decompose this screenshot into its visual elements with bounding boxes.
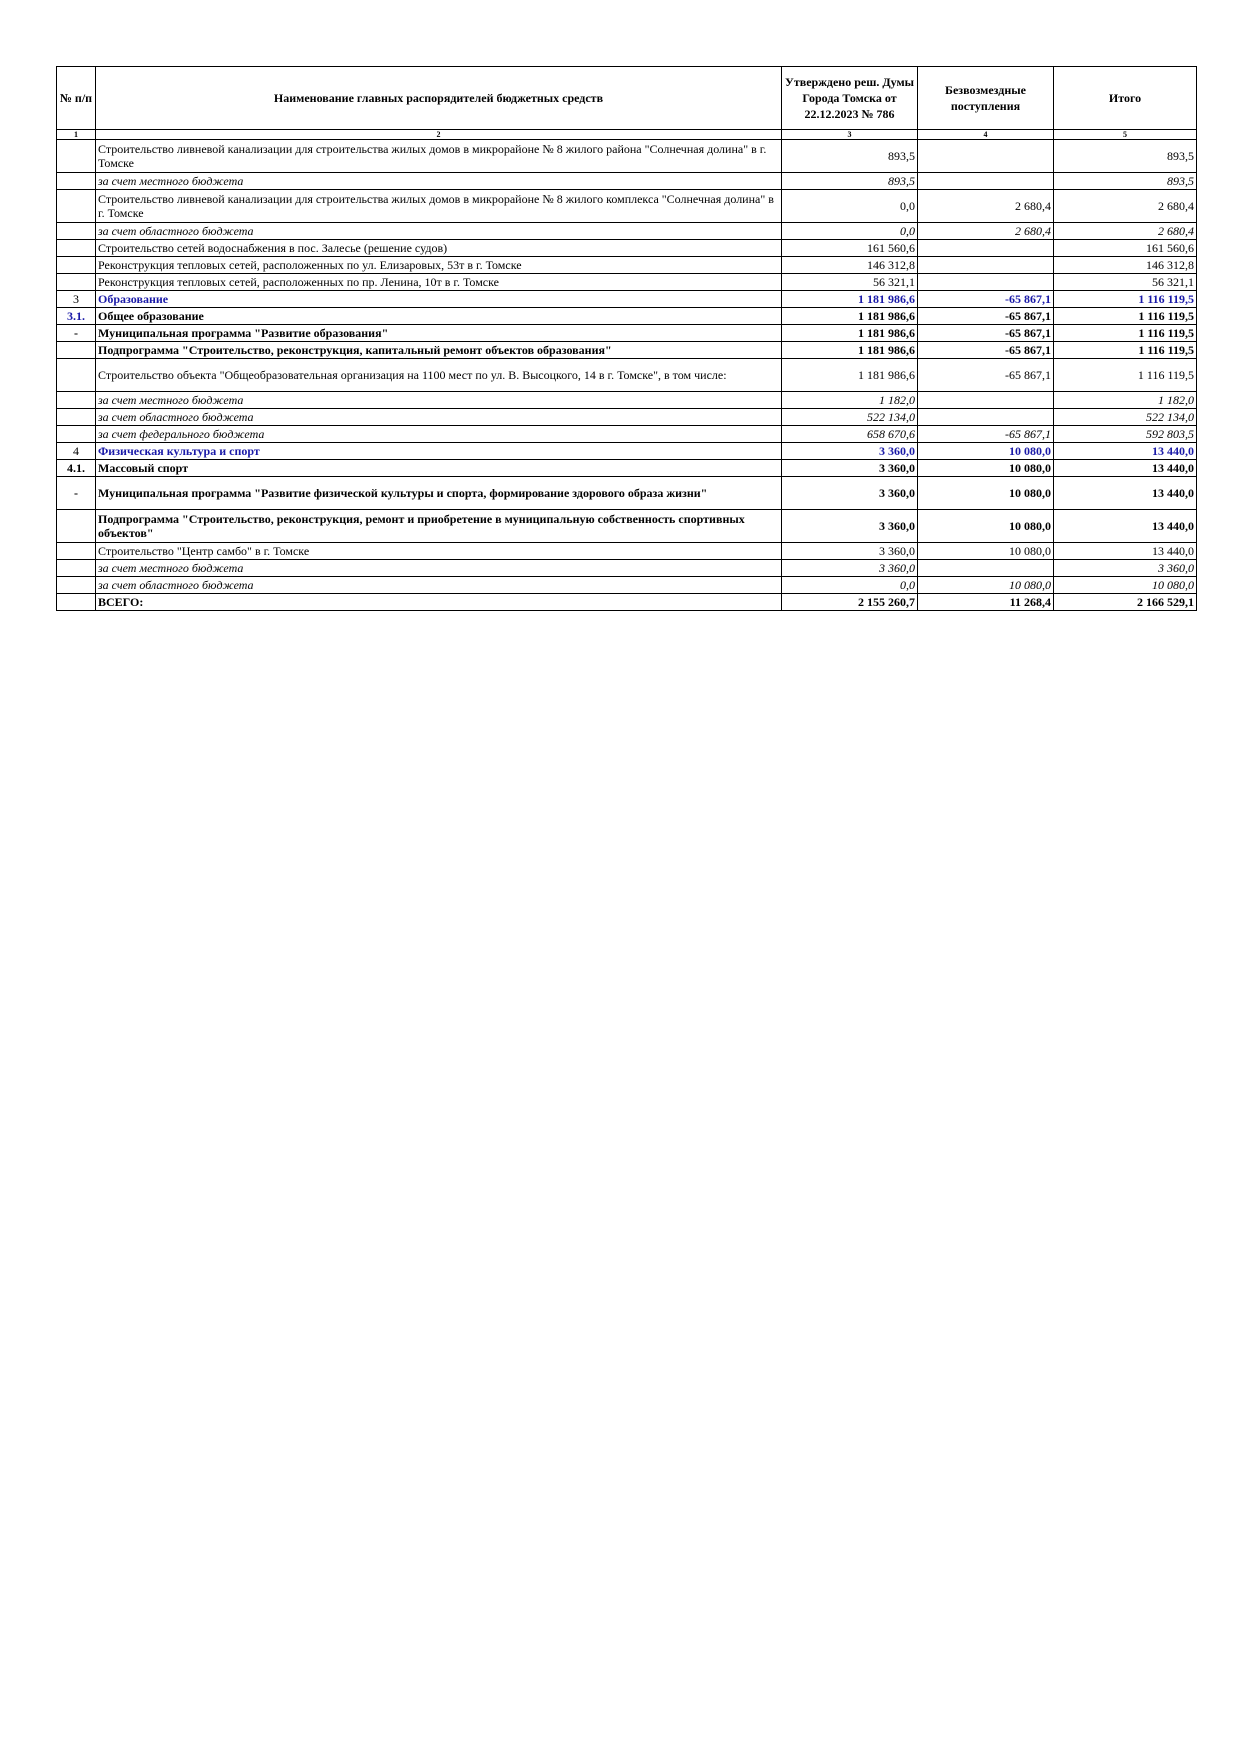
row-num [57, 594, 96, 611]
column-number: 4 [918, 130, 1054, 140]
total-row [57, 594, 1197, 611]
row-approved: 1 181 986,6 [782, 308, 918, 325]
row-approved: 522 134,0 [782, 409, 918, 426]
table-row [57, 257, 1197, 274]
row-approved: 2 155 260,7 [782, 594, 918, 611]
row-total: 13 440,0 [1054, 477, 1197, 510]
row-grants: 10 080,0 [918, 577, 1054, 594]
row-grants: 2 680,4 [918, 223, 1054, 240]
row-grants: -65 867,1 [918, 291, 1054, 308]
row-grants: -65 867,1 [918, 342, 1054, 359]
row-name: за счет областного бюджета [96, 223, 782, 240]
row-approved: 56 321,1 [782, 274, 918, 291]
row-total: 522 134,0 [1054, 409, 1197, 426]
table-row [57, 577, 1197, 594]
table-row [57, 443, 1197, 460]
row-num [57, 543, 96, 560]
row-approved: 1 181 986,6 [782, 359, 918, 392]
row-approved: 893,5 [782, 173, 918, 190]
row-total: 1 116 119,5 [1054, 308, 1197, 325]
row-num [57, 392, 96, 409]
header-approved: Утверждено реш. Думы Города Томска от 22.12.2023 № 786 [782, 67, 918, 130]
row-total: 3 360,0 [1054, 560, 1197, 577]
row-approved: 3 360,0 [782, 510, 918, 543]
row-name: за счет областного бюджета [96, 409, 782, 426]
row-approved: 0,0 [782, 223, 918, 240]
row-total: 146 312,8 [1054, 257, 1197, 274]
row-name: за счет местного бюджета [96, 392, 782, 409]
row-num: - [57, 325, 96, 342]
row-num: 3 [57, 291, 96, 308]
row-approved: 1 181 986,6 [782, 325, 918, 342]
row-name: Подпрограмма "Строительство, реконструкция, ремонт и приобретение в муниципальную собственность спортивных объектов" [96, 510, 782, 543]
table-row [57, 240, 1197, 257]
row-name: за счет федерального бюджета [96, 426, 782, 443]
row-grants: -65 867,1 [918, 325, 1054, 342]
table-row [57, 392, 1197, 409]
row-grants [918, 240, 1054, 257]
row-grants: 10 080,0 [918, 510, 1054, 543]
row-name: за счет местного бюджета [96, 173, 782, 190]
row-name: Муниципальная программа "Развитие физической культуры и спорта, формирование здорового образа жизни" [96, 477, 782, 510]
row-total: 893,5 [1054, 173, 1197, 190]
row-num [57, 510, 96, 543]
row-num [57, 426, 96, 443]
table-row [57, 291, 1197, 308]
table-row [57, 308, 1197, 325]
header-total: Итого [1054, 67, 1197, 130]
row-num [57, 190, 96, 223]
table-row [57, 460, 1197, 477]
row-approved: 0,0 [782, 577, 918, 594]
budget-table [56, 66, 1197, 611]
row-grants: 10 080,0 [918, 543, 1054, 560]
row-name: Физическая культура и спорт [96, 443, 782, 460]
row-num [57, 140, 96, 173]
row-approved: 3 360,0 [782, 477, 918, 510]
row-total: 13 440,0 [1054, 543, 1197, 560]
row-num [57, 173, 96, 190]
row-name: Муниципальная программа "Развитие образования" [96, 325, 782, 342]
row-num [57, 409, 96, 426]
header-grants: Безвозмездные поступления [918, 67, 1054, 130]
row-total: 1 182,0 [1054, 392, 1197, 409]
row-grants: 10 080,0 [918, 460, 1054, 477]
row-total: 13 440,0 [1054, 510, 1197, 543]
table-row [57, 274, 1197, 291]
row-name: Строительство "Центр самбо" в г. Томске [96, 543, 782, 560]
row-grants [918, 257, 1054, 274]
header-num: № п/п [57, 67, 96, 130]
row-approved: 1 182,0 [782, 392, 918, 409]
row-name: Строительство ливневой канализации для строительства жилых домов в микрорайоне № 8 жилого района "Солнечная долина" в г. Томске [96, 140, 782, 173]
row-approved: 3 360,0 [782, 460, 918, 477]
row-num [57, 560, 96, 577]
row-approved: 1 181 986,6 [782, 342, 918, 359]
row-approved: 1 181 986,6 [782, 291, 918, 308]
header-name: Наименование главных распорядителей бюджетных средств [96, 67, 782, 130]
row-grants: 11 268,4 [918, 594, 1054, 611]
row-name: Строительство ливневой канализации для строительства жилых домов в микрорайоне № 8 жилого комплекса "Солнечная долина" в г. Томске [96, 190, 782, 223]
row-grants: 2 680,4 [918, 190, 1054, 223]
table-row [57, 560, 1197, 577]
row-name: Общее образование [96, 308, 782, 325]
row-total: 1 116 119,5 [1054, 342, 1197, 359]
table-row [57, 223, 1197, 240]
row-name: Массовый спорт [96, 460, 782, 477]
table-row [57, 359, 1197, 392]
row-approved: 3 360,0 [782, 560, 918, 577]
row-grants [918, 560, 1054, 577]
row-num [57, 342, 96, 359]
row-name: Образование [96, 291, 782, 308]
row-total: 1 116 119,5 [1054, 359, 1197, 392]
row-approved: 3 360,0 [782, 443, 918, 460]
row-name: Реконструкция тепловых сетей, расположенных по пр. Ленина, 10т в г. Томске [96, 274, 782, 291]
table-row [57, 543, 1197, 560]
row-total: 893,5 [1054, 140, 1197, 173]
row-total: 2 680,4 [1054, 190, 1197, 223]
row-num [57, 274, 96, 291]
row-num [57, 223, 96, 240]
row-grants: -65 867,1 [918, 308, 1054, 325]
row-approved: 146 312,8 [782, 257, 918, 274]
column-number-row [57, 130, 1197, 140]
table-row [57, 426, 1197, 443]
column-number: 2 [96, 130, 782, 140]
row-grants [918, 409, 1054, 426]
header-row [57, 67, 1197, 130]
row-grants [918, 140, 1054, 173]
row-name: Подпрограмма "Строительство, реконструкция, капитальный ремонт объектов образования" [96, 342, 782, 359]
row-approved: 893,5 [782, 140, 918, 173]
row-num [57, 240, 96, 257]
row-name: Строительство сетей водоснабжения в пос. Залесье (решение судов) [96, 240, 782, 257]
row-total: 1 116 119,5 [1054, 325, 1197, 342]
row-num [57, 257, 96, 274]
row-grants: 10 080,0 [918, 443, 1054, 460]
row-num [57, 359, 96, 392]
table-row [57, 409, 1197, 426]
row-grants [918, 274, 1054, 291]
row-grants: -65 867,1 [918, 359, 1054, 392]
row-name: Реконструкция тепловых сетей, расположенных по ул. Елизаровых, 53т в г. Томске [96, 257, 782, 274]
row-total: 1 116 119,5 [1054, 291, 1197, 308]
row-total: 592 803,5 [1054, 426, 1197, 443]
row-total: 2 166 529,1 [1054, 594, 1197, 611]
row-name: за счет областного бюджета [96, 577, 782, 594]
row-total: 2 680,4 [1054, 223, 1197, 240]
row-grants: 10 080,0 [918, 477, 1054, 510]
table-row [57, 510, 1197, 543]
row-approved: 658 670,6 [782, 426, 918, 443]
table-row [57, 140, 1197, 173]
row-total: 161 560,6 [1054, 240, 1197, 257]
row-num: 4 [57, 443, 96, 460]
row-total: 10 080,0 [1054, 577, 1197, 594]
row-num [57, 577, 96, 594]
row-name: за счет местного бюджета [96, 560, 782, 577]
row-num: - [57, 477, 96, 510]
row-num: 3.1. [57, 308, 96, 325]
column-number: 3 [782, 130, 918, 140]
row-total: 56 321,1 [1054, 274, 1197, 291]
table-row [57, 190, 1197, 223]
row-approved: 3 360,0 [782, 543, 918, 560]
column-number: 1 [57, 130, 96, 140]
row-total: 13 440,0 [1054, 443, 1197, 460]
row-grants: -65 867,1 [918, 426, 1054, 443]
row-num: 4.1. [57, 460, 96, 477]
table-row [57, 325, 1197, 342]
row-approved: 0,0 [782, 190, 918, 223]
row-name: Строительство объекта "Общеобразовательная организация на 1100 мест по ул. В. Высоцкого, 14 в г. Томске", в том числе: [96, 359, 782, 392]
row-grants [918, 173, 1054, 190]
column-number: 5 [1054, 130, 1197, 140]
row-approved: 161 560,6 [782, 240, 918, 257]
row-grants [918, 392, 1054, 409]
table-row [57, 173, 1197, 190]
table-row [57, 342, 1197, 359]
row-name: ВСЕГО: [96, 594, 782, 611]
row-total: 13 440,0 [1054, 460, 1197, 477]
table-row [57, 477, 1197, 510]
